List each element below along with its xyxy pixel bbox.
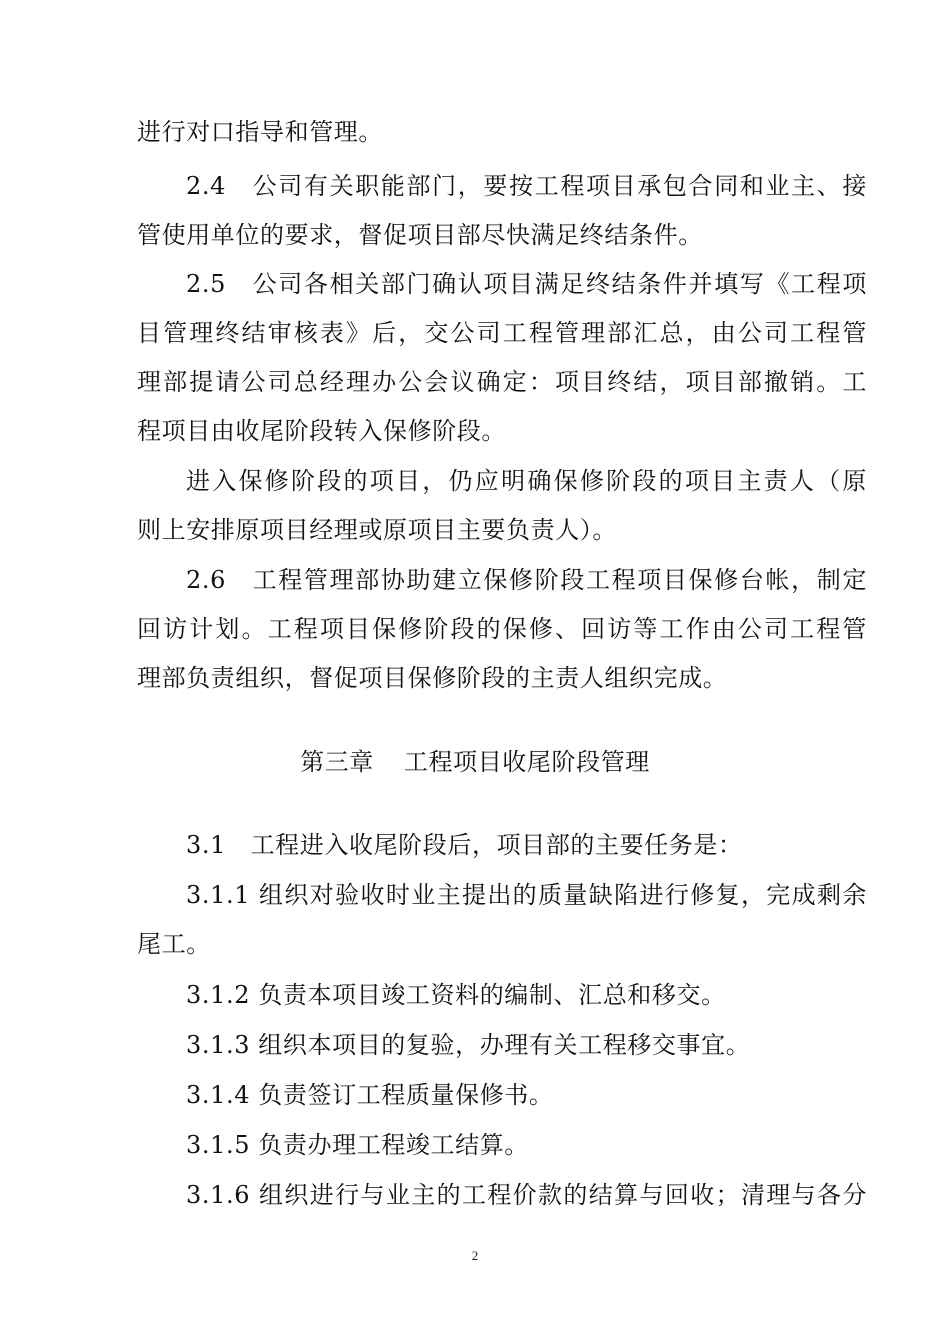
section-line: 3.1.3 组织本项目的复验，办理有关工程移交事宜。: [186, 1031, 751, 1059]
paragraph-line: 程项目由收尾阶段转入保修阶段。: [137, 417, 506, 445]
paragraph-line: 2.4 公司有关职能部门，要按工程项目承包合同和业主、接: [186, 172, 867, 200]
paragraph-line: 则上安排原项目经理或原项目主要负责人）。: [137, 516, 617, 544]
section-line: 3.1.1 组织对验收时业主提出的质量缺陷进行修复，完成剩余: [186, 881, 867, 909]
page-number: 2: [471, 1248, 479, 1263]
paragraph-line: 进行对口指导和管理。: [137, 118, 383, 146]
paragraph-line: 2.6 工程管理部协助建立保修阶段工程项目保修台帐，制定: [186, 566, 867, 594]
section-line: 3.1.2 负责本项目竣工资料的编制、汇总和移交。: [186, 981, 726, 1009]
section-line: 3.1.4 负责签订工程质量保修书。: [186, 1081, 554, 1109]
paragraph-line: 管使用单位的要求，督促项目部尽快满足终结条件。: [137, 221, 703, 249]
paragraph-line: 回访计划。工程项目保修阶段的保修、回访等工作由公司工程管: [137, 615, 867, 643]
paragraph-line: 理部提请公司总经理办公会议确定：项目终结，项目部撤销。工: [137, 368, 867, 396]
section-line: 3.1.5 负责办理工程竣工结算。: [186, 1131, 529, 1159]
section-line: 3.1.6 组织进行与业主的工程价款的结算与回收；清理与各分: [186, 1181, 867, 1209]
paragraph-line: 进入保修阶段的项目，仍应明确保修阶段的项目主责人（原: [186, 467, 867, 495]
section-line: 3.1 工程进入收尾阶段后，项目部的主要任务是：: [186, 831, 743, 859]
paragraph-line: 理部负责组织，督促项目保修阶段的主责人组织完成。: [137, 664, 728, 692]
section-line: 尾工。: [137, 930, 211, 958]
paragraph-line: 目管理终结审核表》后，交公司工程管理部汇总，由公司工程管: [137, 319, 867, 347]
chapter-number: 第三章: [300, 748, 374, 776]
paragraph-line: 2.5 公司各相关部门确认项目满足终结条件并填写《工程项: [186, 270, 867, 298]
chapter-title: 工程项目收尾阶段管理: [403, 748, 650, 776]
chapter-heading: [0, 737, 950, 787]
